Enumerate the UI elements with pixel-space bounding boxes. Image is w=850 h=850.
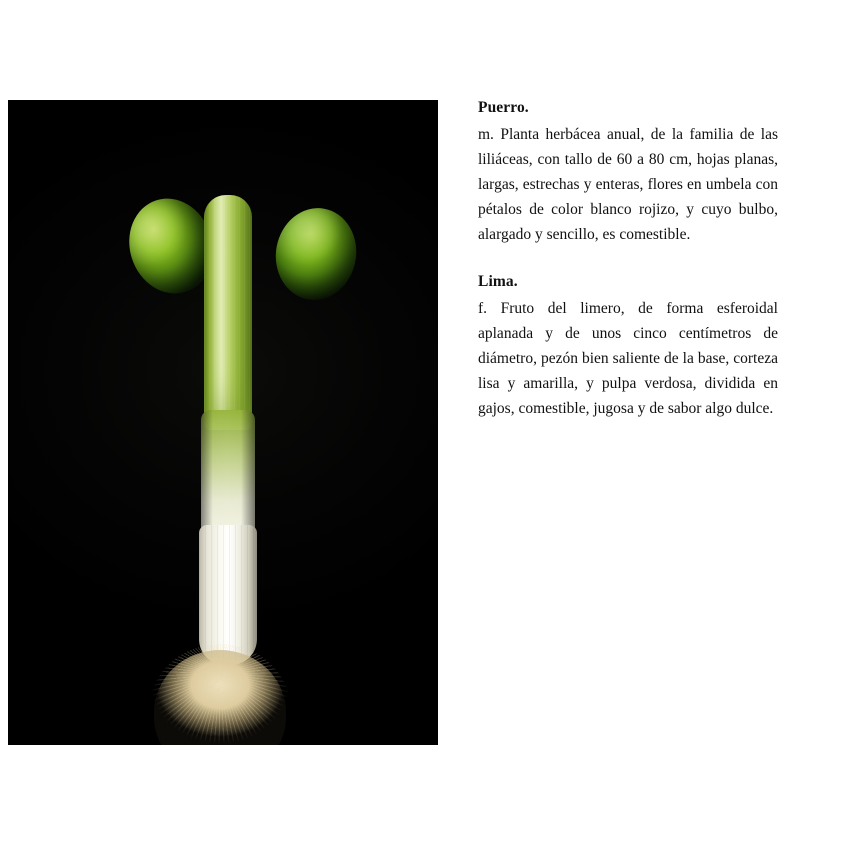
photograph-background <box>8 100 438 745</box>
definition-puerro: m. Planta herbácea anual, de la familia de las liliáceas, con tallo de 60 a 80 cm, hojas planas, largas, estrechas y enteras, flores en umbela con pétalos de color blanco rojizo, y cuyo bulbo, alargado y sencillo, es comestible. <box>478 126 778 244</box>
photograph-plate <box>8 100 438 745</box>
leek-roots <box>154 650 286 745</box>
lime-fruit-right <box>269 202 364 306</box>
leek-vegetable <box>190 195 268 665</box>
leek-stalk <box>201 410 255 540</box>
headword-puerro: Puerro. <box>478 99 529 116</box>
headword-lima: Lima. <box>478 272 518 290</box>
dictionary-entry-lima <box>478 270 778 422</box>
dictionary-entries <box>478 96 778 421</box>
definition-lima: f. Fruto del limero, de forma esferoidal aplanada y de unos cinco centímetros de diámetro, pezón bien saliente de la base, corteza lisa y amarilla, y pulpa verdosa, dividida en gajos, comestible, jugosa y de sabor algo dulce. <box>478 299 778 418</box>
leek-leaves <box>204 195 252 430</box>
dictionary-entry-puerro <box>478 96 778 248</box>
